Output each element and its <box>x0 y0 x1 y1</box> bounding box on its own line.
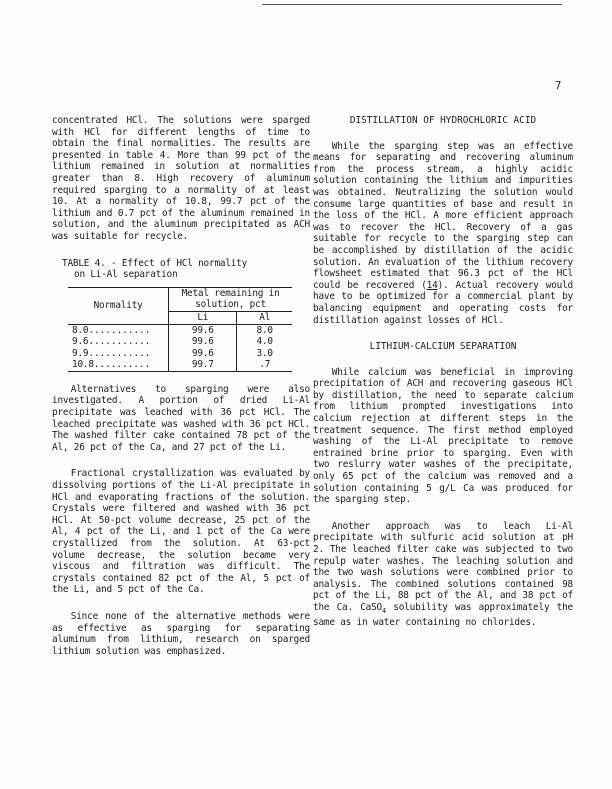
table-header-metal-remaining-1: Metal remaining in <box>169 287 292 299</box>
leader-dots: ........... <box>88 336 151 348</box>
page-number: 7 <box>555 80 562 92</box>
table-row <box>68 324 292 336</box>
leader-dots: ........... <box>88 347 151 359</box>
leader-dots: .......... <box>93 359 151 371</box>
left-paragraph-2: Alternatives to sparging were also investigated. A portion of dried Li-Al precipitate was leached with 36 pct HCl. The leached precipitate was washed with 36 pct HCl. The washed filter cake contained 78 pct of the Al, 26 pct of the Ca, and 27 pct of the Li. <box>52 383 310 453</box>
table-header-metal-remaining-2: solution, pct <box>169 299 292 311</box>
leader-dots: ........... <box>88 324 151 336</box>
row-li-value: 99.6 <box>169 324 237 336</box>
reference-link: 14 <box>426 279 438 291</box>
right-column <box>313 115 573 644</box>
row-normality: 9.6 <box>72 336 89 348</box>
row-al-value: 4.0 <box>256 336 273 348</box>
row-al-value: 3.0 <box>256 347 273 359</box>
row-li-value: 99.6 <box>169 336 237 348</box>
table-row <box>68 336 292 348</box>
row-al-value: .7 <box>237 359 292 371</box>
table-4-caption-line-2: on Li-Al separation <box>74 269 178 281</box>
right-paragraph-1: While the sparging step was an effective means for separating and recovering aluminum from the process stream, a highly acidic solution containing the lithium and impurities was obtained. Neutralizing the solution would consume large quantities of base and result in the loss of the HCl. A more efficient approach was to recover the HCl. Recovery of a gas suitable for recycle to the sparging step can be accomplished by distillation of the acidic solution. An evaluation of the lithium recovery flowsheet estimated that 96.3 pct of the HCl could be recovered (14). Actual recovery would have to be optimized for a commercial plant by balancing equipment and operating costs for distillation against losses of HCl. <box>313 140 573 326</box>
table-4-caption <box>52 258 310 281</box>
left-paragraph-1: concentrated HCl. The solutions were sparged with HCl for different lengths of time to obtain the final normalities. The results are presented in table 4. More than 99 pct of the lithium remained in solution at normalities greater than 8. High recovery of aluminum required sparging to a normality of at least 10. At a normality of 10.8, 99.7 pct of the lithium and 0.7 pct of the aluminum remained in solution, and the aluminum precipitated as ACH was suitable for recycle. <box>52 115 310 242</box>
table-header-li: Li <box>169 311 237 324</box>
table-row <box>68 359 292 371</box>
table-row <box>68 348 292 360</box>
row-li-value: 99.7 <box>169 359 237 371</box>
right-paragraph-3: Another approach was to leach Li-Al precipitate with sulfuric acid solution at pH 2. The leached filter cake was subjected to two repulp water washes. The leaching solution and the two wash solutions were combined prior to analysis. The combined solutions contained 98 pct of the Li, 88 pct of the Al, and 38 pct of the Ca. CaSO$_4$ solubility was approximately the same as in water containing no chlorides. <box>313 520 573 629</box>
table-4-caption-line-1: TABLE 4. - Effect of HCl normality <box>62 257 248 269</box>
row-li-value: 99.6 <box>169 348 237 360</box>
table-header-normality: Normality <box>68 287 169 324</box>
left-column <box>52 115 310 672</box>
section-heading-lithium-calcium: LITHIUM-CALCIUM SEPARATION <box>369 341 517 353</box>
row-normality: 8.0 <box>72 324 89 336</box>
top-rule <box>262 4 562 5</box>
left-paragraph-3: Fractional crystallization was evaluated by dissolving portions of the Li-Al precipitate in HCl and evaporating fractions of the solution. Crystals were filtered and washed with 36 pct HCl. At 50-pct volume decrease, 25 pct of the Al, 4 pct of the Li, and 1 pct of the Ca were crystallized from the solution. At 63-pct volume decrease, the solution became very viscous and filtration was difficult. The crystals contained 82 pct of the Al, 5 pct of the Li, and 5 pct of the Ca. <box>52 468 310 596</box>
row-normality: 9.9 <box>72 347 89 359</box>
left-paragraph-4: Since none of the alternative methods were as effective as sparging for separating aluminum from lithium, research on sparged lithium solution was emphasized. <box>52 610 310 657</box>
section-heading-distillation: DISTILLATION OF HYDROCHLORIC ACID <box>349 115 537 126</box>
right-paragraph-2: While calcium was beneficial in improving precipitation of ACH and recovering gaseous HCl by distillation, the need to separate calcium from lithium prompted investigations into calcium rejection at different steps in the treatment sequence. The first method employed washing of the Li-Al precipitate to remove entrained brine prior to sparging. Even with two reslurry water washes of the precipitate, only 65 pct of the calcium was removed and a solution containing 5 g/L Ca was produced for the sparging step. <box>313 366 573 506</box>
table-4 <box>68 287 292 372</box>
row-normality: 10.8 <box>72 359 94 371</box>
subscript-4: 4 <box>382 606 387 615</box>
table-header-al: Al <box>237 311 292 324</box>
row-al-value: 8.0 <box>256 324 273 336</box>
